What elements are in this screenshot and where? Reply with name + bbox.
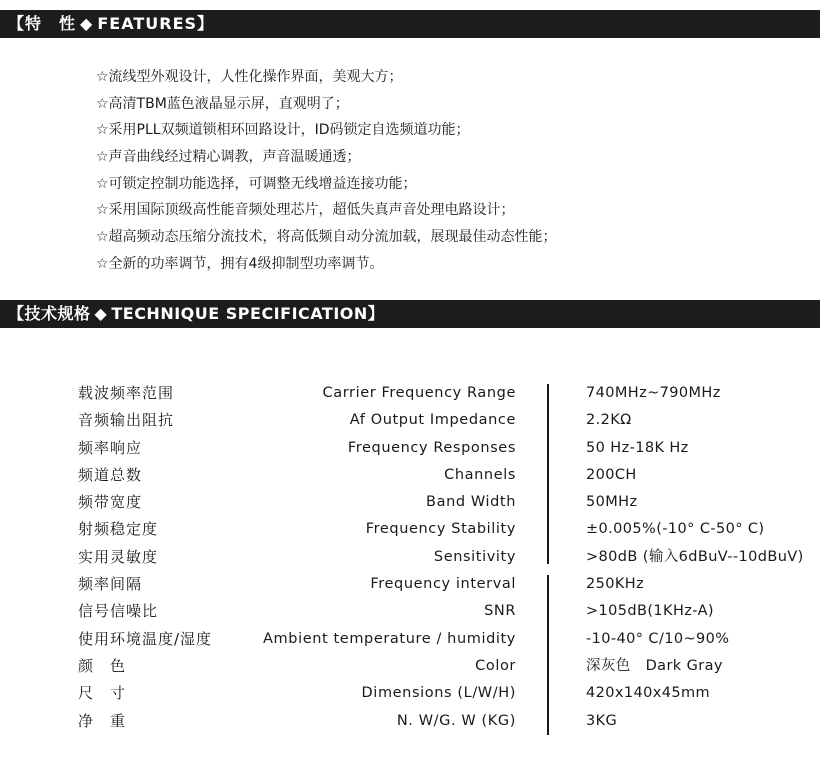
- spec-label-en: Sensitivity: [433, 548, 516, 565]
- spec-row: [0, 516, 820, 543]
- feature-item: ☆采用国际顶级高性能音频处理芯片，超低失真声音处理电路设计；: [96, 202, 515, 219]
- spec-title-en: TECHNIQUE SPECIFICATION: [111, 304, 368, 323]
- feature-item: ☆采用PLL双频道锁相环回路设计，ID码锁定自选频道功能；: [96, 122, 470, 139]
- diamond-icon: ◆: [94, 304, 108, 323]
- spec-label-en: Frequency interval: [370, 576, 516, 593]
- diamond-icon: ◆: [80, 14, 94, 33]
- spec-label-cn: 净 重: [78, 711, 127, 730]
- feature-item: ☆声音曲线经过精心调教，声音温暖通透；: [96, 149, 361, 166]
- spec-label-cn: 载波频率范围: [78, 384, 175, 402]
- spec-label-en: Dimensions (L/W/H): [361, 685, 516, 702]
- spec-label-en: Carrier Frequency Range: [322, 385, 516, 401]
- spec-value: 深灰色 Dark Gray: [586, 657, 723, 674]
- spec-label-en: SNR: [484, 603, 516, 620]
- spec-value: 50 Hz-18K Hz: [586, 439, 689, 456]
- spec-row: [0, 489, 820, 516]
- features-title-en: FEATURES: [97, 14, 198, 33]
- spec-label-en: N. W/G. W (KG): [396, 712, 516, 729]
- spec-value: 250KHz: [586, 576, 645, 593]
- spec-table: [0, 380, 820, 735]
- spec-row: [0, 407, 820, 434]
- spec-banner: [0, 300, 820, 328]
- spec-value: 740MHz~790MHz: [586, 385, 721, 401]
- spec-label-cn: 实用灵敏度: [78, 547, 159, 566]
- spec-row: [0, 544, 820, 571]
- spec-label-cn: 使用环境温度/湿度: [78, 629, 213, 648]
- spec-label-cn: 尺 寸: [78, 684, 127, 703]
- spec-value: -10-40° C/10~90%: [586, 630, 730, 647]
- spec-label-en: Ambient temperature / humidity: [263, 630, 516, 647]
- bracket-left: 【: [8, 14, 26, 33]
- spec-value: >80dB (输入6dBuV--10dBuV): [586, 548, 804, 565]
- spec-value: 3KG: [586, 712, 618, 729]
- spec-label-en: Af Output Impedance: [349, 412, 516, 429]
- spec-value: 2.2KΩ: [586, 412, 632, 429]
- feature-item: ☆流线型外观设计，人性化操作界面，美观大方；: [96, 69, 403, 85]
- spec-row: [0, 626, 820, 653]
- feature-item: ☆全新的功率调节，拥有4级抑制型功率调节。: [96, 255, 384, 272]
- bracket-left: 【: [8, 304, 25, 323]
- spec-label-en: Channels: [444, 466, 516, 483]
- spec-label-en: Band Width: [426, 494, 516, 511]
- spec-label-en: Frequency Stability: [365, 521, 516, 538]
- feature-item: ☆高清TBM蓝色液晶显示屏，直观明了；: [96, 95, 349, 112]
- spec-label-cn: 频带宽度: [78, 493, 143, 512]
- spec-value: >105dB(1KHz-A): [586, 603, 714, 620]
- spec-label-en: Frequency Responses: [347, 439, 516, 456]
- features-title-cn: 特 性: [25, 14, 77, 33]
- feature-item: ☆可锁定控制功能选择，可调整无线增益连接功能；: [96, 175, 417, 192]
- spec-label-cn: 颜 色: [78, 656, 127, 675]
- spec-value: 50MHz: [586, 494, 638, 511]
- spec-row: [0, 380, 820, 407]
- spec-row: [0, 462, 820, 489]
- spec-row: [0, 653, 820, 680]
- spec-value: 200CH: [586, 466, 637, 483]
- spec-label-cn: 射频稳定度: [78, 520, 159, 539]
- bracket-right: 】: [367, 304, 385, 323]
- spec-row: [0, 435, 820, 462]
- spec-row: [0, 680, 820, 707]
- spec-label-cn: 音频输出阻抗: [78, 411, 175, 430]
- spec-value: 420x140x45mm: [586, 685, 711, 702]
- spec-label-cn: 频率间隔: [78, 575, 143, 594]
- features-list: [96, 64, 557, 278]
- spec-label-cn: 信号信噪比: [78, 602, 159, 621]
- spec-row: [0, 571, 820, 598]
- spec-label-cn: 频率响应: [78, 438, 143, 457]
- feature-item: ☆超高频动态压缩分流技术，将高低频自动分流加载，展现最佳动态性能；: [96, 229, 557, 246]
- bracket-right: 】: [197, 14, 215, 33]
- spec-label-cn: 频道总数: [78, 465, 143, 484]
- spec-row: [0, 708, 820, 735]
- spec-row: [0, 598, 820, 625]
- spec-value: ±0.005%(-10° C-50° C): [586, 521, 765, 538]
- spec-label-en: Color: [475, 657, 516, 674]
- features-banner: [0, 10, 820, 38]
- spec-title-cn: 技术规格: [24, 304, 91, 323]
